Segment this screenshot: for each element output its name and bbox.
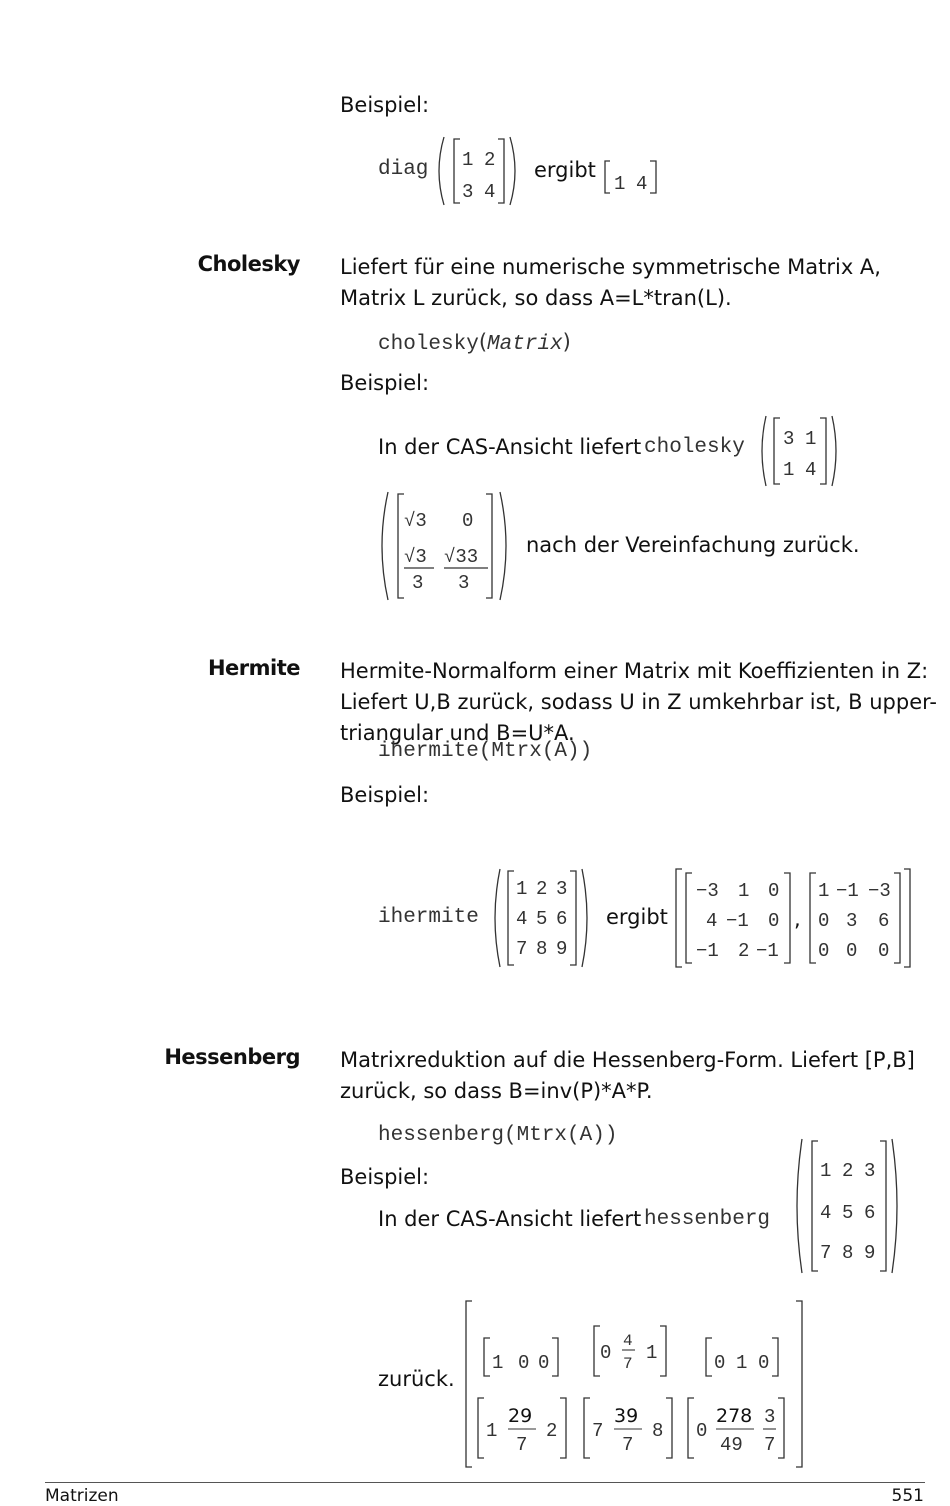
- svg-text:1: 1: [646, 1342, 658, 1364]
- svg-text:0: 0: [818, 910, 830, 932]
- cholesky-r12: 0: [462, 510, 474, 532]
- hessenberg-example-pre: In der CAS-Ansicht liefert: [378, 1207, 642, 1231]
- svg-text:0: 0: [714, 1352, 726, 1374]
- svg-text:1: 1: [805, 428, 817, 450]
- svg-text:5: 5: [536, 908, 548, 930]
- svg-text:1: 1: [820, 1160, 832, 1182]
- svg-text:8: 8: [652, 1420, 664, 1442]
- diag-ergibt: ergibt: [534, 158, 596, 182]
- svg-text:4: 4: [516, 908, 528, 930]
- cholesky-term: Cholesky: [197, 252, 300, 276]
- cholesky-example-pre: In der CAS-Ansicht liefert: [378, 435, 642, 459]
- diag-example-label: Beispiel:: [340, 93, 430, 117]
- svg-text:7: 7: [623, 1355, 633, 1373]
- svg-text:1: 1: [492, 1352, 504, 1374]
- hessenberg-desc-2: zurück, so dass B=inv(P)*A*P.: [340, 1079, 653, 1103]
- diag-m11: 1: [462, 149, 474, 171]
- svg-text:5: 5: [842, 1202, 854, 1224]
- svg-text:7: 7: [820, 1242, 832, 1264]
- svg-text:4: 4: [623, 1332, 633, 1350]
- svg-text:3: 3: [783, 428, 795, 450]
- svg-text:7: 7: [516, 938, 528, 960]
- svg-text:−1: −1: [836, 880, 859, 902]
- svg-text:8: 8: [536, 938, 548, 960]
- svg-text:49: 49: [720, 1434, 743, 1456]
- hermite-func: ihermite: [378, 906, 479, 929]
- svg-text:0: 0: [758, 1352, 770, 1374]
- diag-function: diag: [378, 158, 429, 181]
- cholesky-r21-den: 3: [412, 572, 424, 594]
- svg-text:1: 1: [818, 880, 830, 902]
- svg-text:8: 8: [842, 1242, 854, 1264]
- svg-text:4: 4: [820, 1202, 832, 1224]
- diag-r2: 4: [636, 173, 648, 195]
- svg-text:0: 0: [818, 940, 830, 962]
- svg-text:3: 3: [764, 1406, 776, 1428]
- svg-text:0: 0: [538, 1352, 550, 1374]
- cholesky-r21-num: √3: [404, 546, 427, 568]
- svg-text:0: 0: [518, 1352, 530, 1374]
- hessenberg-term: Hessenberg: [164, 1045, 300, 1069]
- hermite-formula: [490, 866, 920, 970]
- cholesky-input-matrix: [758, 413, 848, 489]
- svg-text:29: 29: [508, 1405, 533, 1427]
- diag-r1: 1: [614, 173, 626, 195]
- svg-text:3: 3: [556, 878, 568, 900]
- svg-text:39: 39: [614, 1405, 639, 1427]
- hermite-desc-3: triangular und B=U*A.: [340, 721, 575, 745]
- svg-text:7: 7: [622, 1434, 634, 1456]
- hessenberg-input-matrix: [792, 1136, 907, 1276]
- cholesky-syntax: cholesky(Matrix): [378, 330, 571, 356]
- svg-text:1: 1: [486, 1420, 498, 1442]
- svg-text:3: 3: [846, 910, 858, 932]
- cholesky-r22-num: √33: [444, 546, 479, 568]
- hermite-syntax: ihermite(Mtrx(A)): [378, 740, 593, 763]
- hessenberg-result-matrix: [460, 1298, 810, 1470]
- cholesky-desc-2: Matrix L zurück, so dass A=L*tran(L).: [340, 286, 732, 310]
- svg-text:4: 4: [706, 910, 718, 932]
- svg-text:0: 0: [768, 910, 780, 932]
- svg-text:2: 2: [738, 940, 750, 962]
- svg-text:0: 0: [768, 880, 780, 902]
- svg-text:0: 0: [878, 940, 890, 962]
- svg-text:2: 2: [536, 878, 548, 900]
- svg-text:0: 0: [696, 1420, 708, 1442]
- cholesky-r11: √3: [404, 510, 427, 532]
- svg-text:1: 1: [738, 880, 750, 902]
- svg-text:−1: −1: [726, 910, 749, 932]
- svg-text:−3: −3: [868, 880, 891, 902]
- footer-divider: [45, 1482, 925, 1483]
- hermite-desc-2: Liefert U,B zurück, sodass U in Z umkehrbar ist, B upper-: [340, 690, 937, 714]
- diag-m21: 3: [462, 181, 474, 203]
- svg-text:−1: −1: [696, 940, 719, 962]
- hessenberg-example-label: Beispiel:: [340, 1165, 430, 1189]
- svg-text:1: 1: [783, 459, 795, 481]
- footer-page-number: 551: [891, 1486, 924, 1506]
- svg-text:−1: −1: [756, 940, 779, 962]
- hessenberg-example-func: hessenberg: [644, 1208, 771, 1231]
- hermite-desc-1: Hermite-Normalform einer Matrix mit Koeffizienten in Z:: [340, 659, 929, 683]
- svg-text:4: 4: [805, 459, 817, 481]
- hermite-example-label: Beispiel:: [340, 783, 430, 807]
- svg-text:2: 2: [546, 1420, 558, 1442]
- svg-text:7: 7: [592, 1420, 604, 1442]
- svg-text:0: 0: [846, 940, 858, 962]
- svg-text:0: 0: [600, 1342, 612, 1364]
- svg-text:6: 6: [878, 910, 890, 932]
- svg-text:3: 3: [864, 1160, 876, 1182]
- diag-m12: 2: [484, 149, 496, 171]
- svg-text:278: 278: [716, 1405, 753, 1427]
- svg-text:6: 6: [556, 908, 568, 930]
- cholesky-example-func: cholesky: [644, 436, 745, 459]
- cholesky-result-post: nach der Vereinfachung zurück.: [526, 533, 860, 557]
- svg-text:9: 9: [556, 938, 568, 960]
- cholesky-example-label: Beispiel:: [340, 371, 430, 395]
- svg-text:1: 1: [516, 878, 528, 900]
- svg-text:9: 9: [864, 1242, 876, 1264]
- cholesky-desc-1: Liefert für eine numerische symmetrische Matrix A,: [340, 255, 881, 279]
- svg-text:6: 6: [864, 1202, 876, 1224]
- cholesky-result-matrix: [376, 488, 516, 604]
- cholesky-r22-den: 3: [458, 572, 470, 594]
- svg-text:2: 2: [842, 1160, 854, 1182]
- hermite-term: Hermite: [207, 656, 300, 680]
- diag-formula: [430, 133, 670, 213]
- hessenberg-syntax: hessenberg(Mtrx(A)): [378, 1124, 618, 1147]
- footer-chapter: Matrizen: [45, 1486, 119, 1506]
- hermite-separator: ,: [794, 907, 801, 931]
- svg-text:−3: −3: [696, 880, 719, 902]
- hermite-ergibt: ergibt: [606, 905, 668, 929]
- hessenberg-desc-1: Matrixreduktion auf die Hessenberg-Form. Liefert [P,B]: [340, 1048, 915, 1072]
- svg-text:1: 1: [736, 1352, 748, 1374]
- svg-text:7: 7: [764, 1434, 776, 1456]
- diag-m22: 4: [484, 181, 496, 203]
- hessenberg-result-pre: zurück.: [378, 1367, 455, 1391]
- svg-text:7: 7: [516, 1434, 528, 1456]
